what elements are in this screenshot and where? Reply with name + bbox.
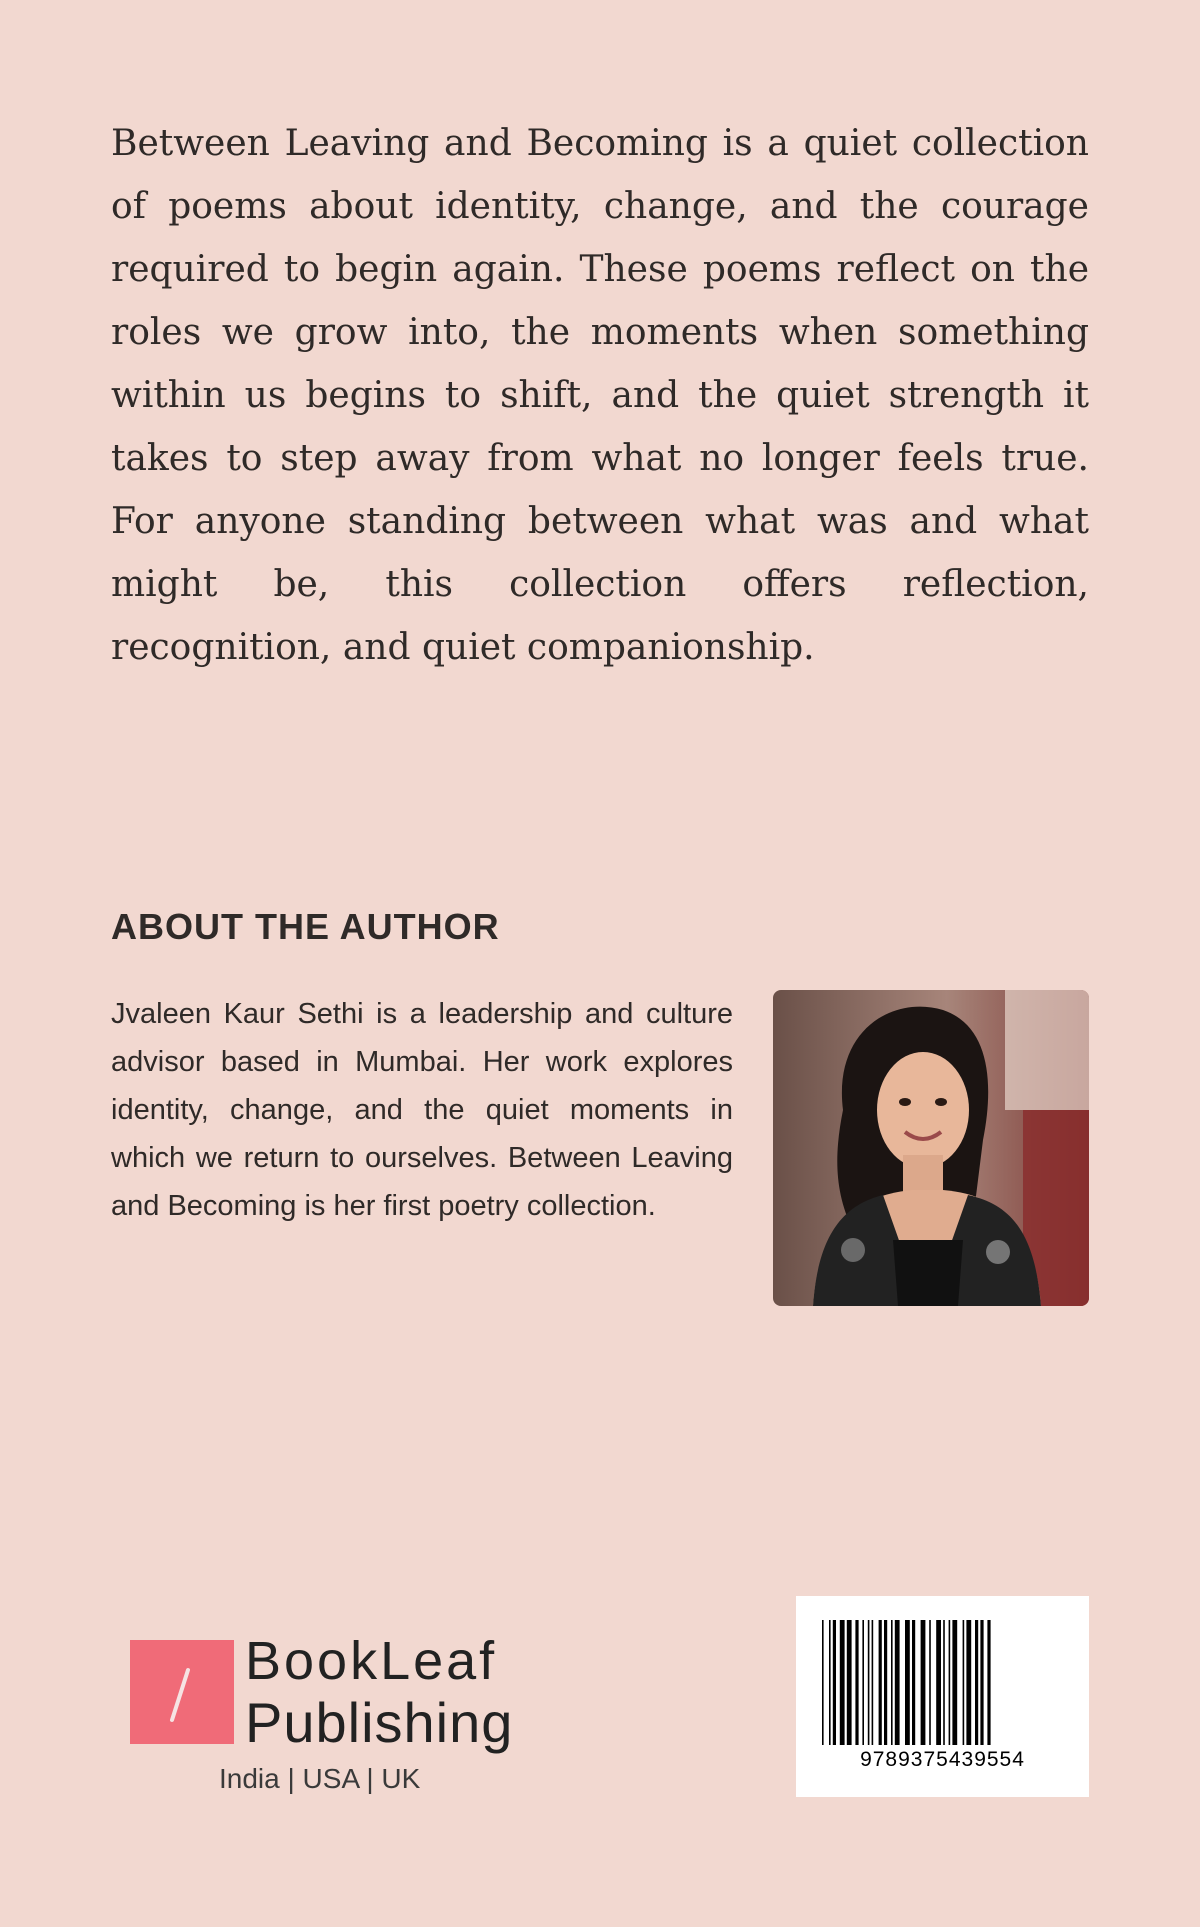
about-author-heading: ABOUT THE AUTHOR — [111, 906, 500, 947]
bookleaf-logo-icon — [130, 1640, 234, 1744]
about-author-text: Jvaleen Kaur Sethi is a leadership and culture advisor based in Mumbai. Her work explores identity, change, and the quiet moments in which we return to ourselves. Between Leaving and Becoming is her first poetry collection. — [111, 998, 733, 1222]
barcode-bars-icon — [820, 1620, 1065, 1745]
publisher-name-line2: Publishing — [245, 1691, 514, 1754]
publisher-regions: India | USA | UK — [219, 1763, 421, 1794]
publisher-name-line1: BookLeaf — [245, 1631, 498, 1691]
book-blurb: Between Leaving and Becoming is a quiet collection of poems about identity, change, and the courage required to begin again. These poems reflect on the roles we grow into, the moments when something within us begins to shift, and the quiet strength it takes to step away from what no longer feels true. For anyone standing between what was and what might be, this collection offers reflection, recognition, and quiet companionship. — [111, 123, 1089, 668]
isbn-barcode — [796, 1596, 1089, 1797]
isbn-number: 9789375439554 — [860, 1748, 1025, 1771]
author-photo — [773, 990, 1089, 1306]
